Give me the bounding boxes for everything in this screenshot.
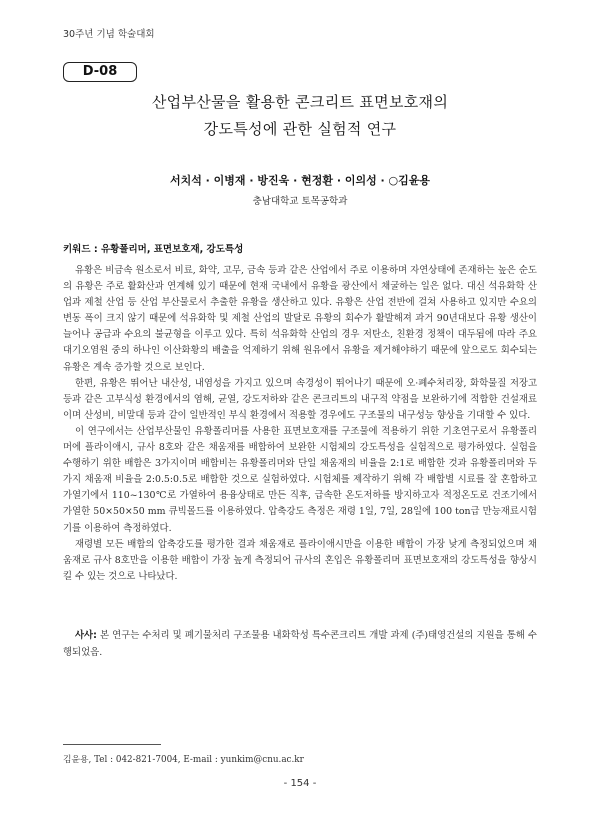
corresponding-author-footnote: 김윤용, Tel : 042-821-7004, E-mail : yunkim@cnu.ac.kr (63, 755, 304, 765)
acknowledgment (63, 628, 537, 661)
affiliation: 충남대학교 토목공학과 (252, 196, 348, 207)
acknowledgment-text: 본 연구는 수처리 및 폐기물처리 구조물용 내화학성 특수콘크리트 개발 과제 (주)태영건설의 지원을 통해 수행되었음. (63, 630, 537, 658)
author-list: 서치석 · 이병재 · 방진욱 · 현정환 · 이의성 · ○김윤용 (169, 174, 431, 187)
paper-code-badge: D-08 (63, 62, 137, 82)
body-paragraph-3: 이 연구에서는 산업부산물인 유황폴리머를 사용한 표면보호재를 구조물에 적용하기 위한 기초연구로서 유황폴리머에 플라이애시, 규사 8호와 같은 채움재를 배합하여 보완한 시험체의 강도특성을 실험적으로 평가하였다. 실험을 수행하기 위한 배합은 3가지이며 배합비는 유황폴리머와 단일 채움재의 비율을 2:1로 배합한 것과 유황폴리머와 두 가지 채움재 비율을 2:0.5:0.5로 배합한 것으로 실험하였다. 시험체를 제작하기 위해 각 배합별 시료를 잘 혼합하고 가열기에서 110~130℃로 가열하여 용융상태로 만든 직후, 급속한 온도저하를 방지하고자 적정온도로 건조기에서 가열한 50×50×50 mm 큐빅몰드를 이용하였다. 압축강도 측정은 재령 1일, 7일, 28일에 100 ton급 만능재료시험기를 이용하여 측정하였다. (63, 425, 537, 534)
abstract-body (63, 263, 537, 585)
keywords: 키워드 : 유황폴리머, 표면보호재, 강도특성 (63, 244, 244, 255)
footnote-divider (63, 744, 161, 745)
body-paragraph-1: 유황은 비금속 원소로서 비료, 화약, 고무, 금속 등과 같은 산업에서 주로 이용하며 자연상태에 존재하는 높은 순도의 유황은 주로 활화산과 연계해 있기 때문에 현재 국내에서 유황을 광산에서 채굴하는 일은 없다. 대신 석유화학 산업과 제철 산업 등 산업 부산물로서 추출한 유황을 생산하고 있다. 유황은 산업 전반에 걸쳐 사용하고 있지만 수요의 변동 폭이 크지 않기 때문에 석유화학 및 제철 산업의 발달로 유황의 회수가 활발해져 과거 90년대보다 유황 생산이 늘어나 공급과 수요의 불균형을 이루고 있다. 특히 석유화학 산업의 경우 저탄소, 친환경 정책이 대두됨에 따라 주요 대기오염원 중의 하나인 이산화황의 배출을 억제하기 위해 원유에서 유황을 제거해야하기 때문에 앞으로도 회수되는 유황은 계속 증가할 것으로 보인다. (63, 265, 537, 373)
acknowledgment-label: 사사: (75, 630, 97, 641)
body-paragraph-4: 재령별 모든 배합의 압축강도를 평가한 결과 채움재로 플라이애시만을 이용한 배합이 가장 낮게 측정되었으며 채움재로 규사 8호만을 이용한 배합이 가장 높게 측정되어 규사의 혼입은 유황폴리머 표면보호재의 강도특성을 향상시킬 수 있는 것으로 나타났다. (63, 538, 537, 582)
paper-title-line-2: 강도특성에 관한 실험적 연구 (203, 120, 397, 138)
conference-header: 30주년 기념 학술대회 (63, 29, 155, 40)
page-number: - 154 - (283, 778, 317, 789)
paper-title-line-1: 산업부산물을 활용한 콘크리트 표면보호재의 (151, 93, 449, 111)
body-paragraph-2: 한편, 유황은 뛰어난 내산성, 내염성을 가지고 있으며 속경성이 뛰어나기 때문에 오·폐수처리장, 화학물질 저장고 등과 같은 고부식성 환경에서의 염해, 균열, 강도저하와 같은 콘크리트의 내구적 약점을 보완하기에 적합한 건설재료이며 산성비, 비말대 등과 같이 일반적인 부식 환경에서 적용할 경우에도 구조물의 내구성능 향상을 기대할 수 있다. (63, 377, 537, 421)
